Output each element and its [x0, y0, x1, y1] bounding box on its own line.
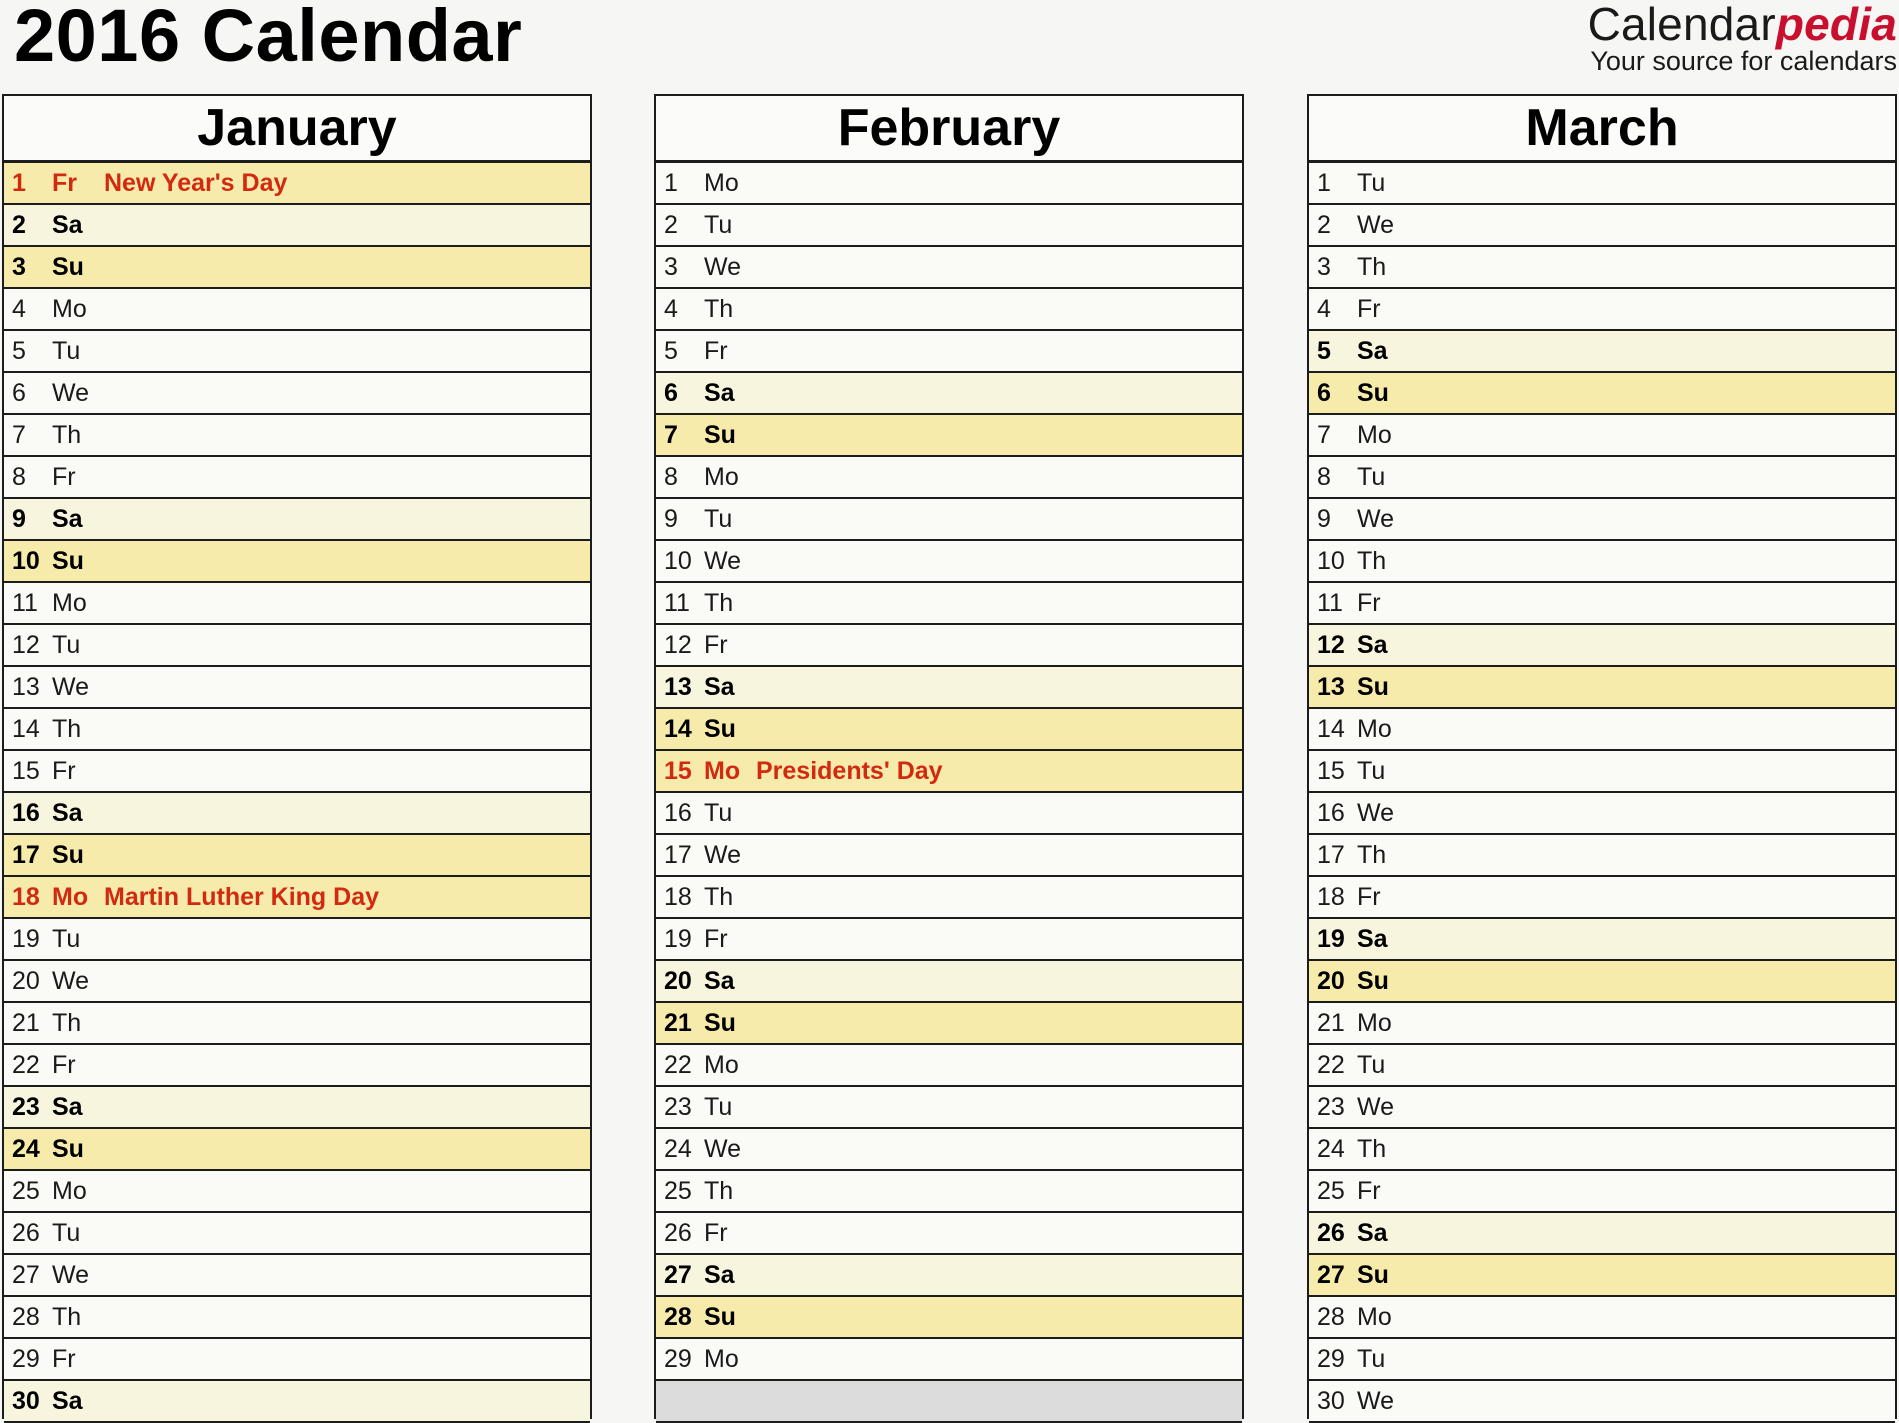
- day-number: 2: [1317, 210, 1331, 239]
- weekday: We: [704, 252, 742, 281]
- day-number: 26: [12, 1218, 40, 1247]
- day-row: [4, 331, 590, 373]
- day-number: 9: [664, 504, 678, 533]
- day-number: 19: [1317, 924, 1345, 953]
- day-row: [4, 751, 590, 793]
- day-number: 23: [12, 1092, 40, 1121]
- weekday: We: [704, 840, 742, 869]
- day-number: 19: [664, 924, 692, 953]
- day-number: 4: [1317, 294, 1331, 323]
- weekday: Tu: [704, 1092, 733, 1121]
- day-row: [1309, 1171, 1895, 1213]
- day-row: [4, 625, 590, 667]
- day-row: [656, 877, 1242, 919]
- day-number: 29: [12, 1344, 40, 1373]
- weekday: Tu: [1357, 1344, 1386, 1373]
- day-row: [4, 583, 590, 625]
- brand-name-part1: Calendar: [1587, 0, 1776, 50]
- day-number: 17: [664, 840, 692, 869]
- day-row: [1309, 415, 1895, 457]
- day-number: 11: [1317, 588, 1343, 617]
- day-row: [656, 373, 1242, 415]
- weekday: Fr: [1357, 882, 1381, 911]
- day-row: [4, 877, 590, 919]
- day-row: [1309, 583, 1895, 625]
- day-row: [1309, 541, 1895, 583]
- day-row: [656, 1297, 1242, 1339]
- weekday: We: [704, 546, 742, 575]
- weekday: Mo: [1357, 420, 1392, 449]
- day-row: [1309, 751, 1895, 793]
- day-number: 29: [664, 1344, 692, 1373]
- day-number: 3: [664, 252, 678, 281]
- weekday: Th: [704, 588, 734, 617]
- day-number: 11: [664, 588, 690, 617]
- day-number: 7: [12, 420, 26, 449]
- day-number: 16: [1317, 798, 1345, 827]
- day-row: [4, 835, 590, 877]
- day-number: 2: [664, 210, 678, 239]
- day-row: [4, 1381, 590, 1423]
- day-number: 27: [1317, 1260, 1345, 1289]
- weekday: Su: [52, 1134, 84, 1163]
- month-panel-march: [1307, 94, 1897, 1419]
- weekday: Mo: [704, 756, 741, 785]
- day-row: [4, 205, 590, 247]
- day-number: 10: [664, 546, 692, 575]
- day-number: 5: [664, 336, 678, 365]
- day-row: [4, 499, 590, 541]
- weekday: Tu: [1357, 1050, 1386, 1079]
- day-number: 20: [12, 966, 40, 995]
- day-row: [656, 163, 1242, 205]
- weekday: Sa: [704, 1260, 735, 1289]
- day-number: 9: [1317, 504, 1331, 533]
- weekday: Mo: [52, 588, 87, 617]
- weekday: Th: [52, 420, 82, 449]
- weekday: Su: [704, 420, 736, 449]
- weekday: Mo: [1357, 1302, 1392, 1331]
- day-number: 15: [664, 756, 692, 785]
- weekday: We: [1357, 798, 1395, 827]
- day-row: [656, 1171, 1242, 1213]
- day-number: 12: [664, 630, 692, 659]
- day-number: 15: [12, 756, 40, 785]
- day-number: 12: [1317, 630, 1345, 659]
- weekday: Fr: [1357, 588, 1381, 617]
- day-row: [4, 919, 590, 961]
- empty-day-row: [656, 1381, 1242, 1423]
- day-row: [4, 667, 590, 709]
- day-number: 15: [1317, 756, 1345, 785]
- day-row: [656, 835, 1242, 877]
- day-row: [1309, 331, 1895, 373]
- day-row: [656, 751, 1242, 793]
- weekday: We: [1357, 504, 1395, 533]
- day-number: 28: [12, 1302, 40, 1331]
- day-number: 10: [12, 546, 40, 575]
- weekday: We: [52, 966, 90, 995]
- day-row: [656, 793, 1242, 835]
- weekday: Mo: [704, 1050, 739, 1079]
- day-row: [4, 373, 590, 415]
- day-number: 18: [664, 882, 692, 911]
- weekday: Mo: [1357, 714, 1392, 743]
- weekday: Tu: [1357, 462, 1386, 491]
- day-row: [656, 331, 1242, 373]
- day-row: [4, 1129, 590, 1171]
- day-number: 14: [12, 714, 40, 743]
- day-number: 13: [12, 672, 40, 701]
- weekday: Sa: [52, 210, 83, 239]
- day-row: [1309, 1045, 1895, 1087]
- day-row: [656, 1255, 1242, 1297]
- month-header: February: [656, 96, 1242, 163]
- day-number: 13: [1317, 672, 1345, 701]
- weekday: Fr: [704, 630, 728, 659]
- weekday: Fr: [1357, 1176, 1381, 1205]
- weekday: Th: [1357, 1134, 1387, 1163]
- weekday: Tu: [704, 798, 733, 827]
- day-number: 4: [664, 294, 678, 323]
- weekday: Tu: [1357, 756, 1386, 785]
- day-row: [1309, 793, 1895, 835]
- day-number: 6: [1317, 378, 1331, 407]
- weekday: Th: [1357, 546, 1387, 575]
- day-number: 8: [1317, 462, 1331, 491]
- day-row: [4, 289, 590, 331]
- day-row: [1309, 1003, 1895, 1045]
- month-header: March: [1309, 96, 1895, 163]
- day-number: 16: [12, 798, 40, 827]
- weekday: Th: [1357, 840, 1387, 869]
- day-number: 13: [664, 672, 692, 701]
- weekday: We: [1357, 1092, 1395, 1121]
- day-list: [1309, 163, 1895, 1423]
- day-number: 18: [12, 882, 40, 911]
- weekday: Fr: [52, 1050, 76, 1079]
- weekday: Mo: [52, 1176, 87, 1205]
- day-row: [1309, 667, 1895, 709]
- day-row: [1309, 961, 1895, 1003]
- weekday: Fr: [704, 924, 728, 953]
- month-panel-february: [654, 94, 1244, 1419]
- day-row: [1309, 835, 1895, 877]
- day-number: 8: [12, 462, 26, 491]
- weekday: Mo: [704, 168, 739, 197]
- day-number: 17: [12, 840, 40, 869]
- day-row: [656, 247, 1242, 289]
- day-number: 14: [664, 714, 692, 743]
- day-number: 26: [1317, 1218, 1345, 1247]
- weekday: Tu: [704, 504, 733, 533]
- weekday: Tu: [704, 210, 733, 239]
- day-number: 30: [12, 1386, 40, 1415]
- weekday: Su: [1357, 1260, 1389, 1289]
- day-number: 23: [664, 1092, 692, 1121]
- day-number: 10: [1317, 546, 1345, 575]
- day-row: [656, 499, 1242, 541]
- day-row: [1309, 289, 1895, 331]
- weekday: Sa: [52, 1092, 83, 1121]
- weekday: Tu: [52, 924, 81, 953]
- day-row: [1309, 625, 1895, 667]
- weekday: Su: [1357, 966, 1389, 995]
- day-row: [1309, 499, 1895, 541]
- day-row: [656, 919, 1242, 961]
- day-row: [656, 457, 1242, 499]
- weekday: We: [52, 1260, 90, 1289]
- weekday: Sa: [704, 966, 735, 995]
- weekday: We: [1357, 1386, 1395, 1415]
- day-row: [4, 793, 590, 835]
- day-number: 9: [12, 504, 26, 533]
- weekday: Fr: [52, 1344, 76, 1373]
- weekday: Sa: [52, 798, 83, 827]
- weekday: Th: [52, 714, 82, 743]
- weekday: Fr: [52, 756, 76, 785]
- page-title: 2016 Calendar: [14, 0, 523, 77]
- day-row: [1309, 373, 1895, 415]
- weekday: Su: [1357, 378, 1389, 407]
- brand-logo[interactable]: [1588, 0, 1897, 74]
- day-number: 24: [12, 1134, 40, 1163]
- day-row: [1309, 1213, 1895, 1255]
- day-number: 27: [664, 1260, 692, 1289]
- day-number: 1: [12, 168, 26, 197]
- day-number: 6: [12, 378, 26, 407]
- day-row: [1309, 247, 1895, 289]
- day-row: [1309, 163, 1895, 205]
- day-row: [4, 1339, 590, 1381]
- day-number: 12: [12, 630, 40, 659]
- day-number: 24: [1317, 1134, 1345, 1163]
- day-number: 3: [1317, 252, 1331, 281]
- weekday: Sa: [704, 378, 735, 407]
- day-number: 30: [1317, 1386, 1345, 1415]
- weekday: Fr: [1357, 294, 1381, 323]
- day-number: 5: [12, 336, 26, 365]
- day-number: 28: [1317, 1302, 1345, 1331]
- weekday: Sa: [1357, 924, 1388, 953]
- weekday: Sa: [1357, 336, 1388, 365]
- day-number: 25: [1317, 1176, 1345, 1205]
- month-header: January: [4, 96, 590, 163]
- day-row: [656, 541, 1242, 583]
- day-number: 6: [664, 378, 678, 407]
- weekday: Mo: [52, 294, 87, 323]
- weekday: Fr: [52, 168, 77, 197]
- weekday: We: [52, 378, 90, 407]
- day-row: [656, 961, 1242, 1003]
- holiday-label: New Year's Day: [104, 168, 288, 197]
- day-row: [656, 1339, 1242, 1381]
- month-panel-january: [2, 94, 592, 1419]
- day-row: [656, 625, 1242, 667]
- day-number: 24: [664, 1134, 692, 1163]
- day-number: 1: [1317, 168, 1331, 197]
- weekday: Th: [52, 1302, 82, 1331]
- day-number: 25: [12, 1176, 40, 1205]
- day-number: 4: [12, 294, 26, 323]
- day-list: [4, 163, 590, 1423]
- day-number: 22: [12, 1050, 40, 1079]
- weekday: Tu: [52, 336, 81, 365]
- day-row: [656, 667, 1242, 709]
- day-row: [4, 457, 590, 499]
- day-row: [656, 1003, 1242, 1045]
- day-number: 14: [1317, 714, 1345, 743]
- day-number: 21: [12, 1008, 40, 1037]
- day-row: [1309, 919, 1895, 961]
- day-number: 27: [12, 1260, 40, 1289]
- day-row: [4, 709, 590, 751]
- day-row: [1309, 1297, 1895, 1339]
- day-row: [1309, 1255, 1895, 1297]
- day-row: [4, 1003, 590, 1045]
- day-row: [656, 1213, 1242, 1255]
- day-number: 5: [1317, 336, 1331, 365]
- holiday-label: Presidents' Day: [756, 756, 943, 785]
- day-row: [656, 289, 1242, 331]
- weekday: Sa: [52, 504, 83, 533]
- weekday: We: [52, 672, 90, 701]
- day-row: [4, 247, 590, 289]
- weekday: Fr: [704, 336, 728, 365]
- weekday: Fr: [52, 462, 76, 491]
- weekday: Mo: [704, 462, 739, 491]
- day-row: [4, 541, 590, 583]
- day-number: 16: [664, 798, 692, 827]
- day-number: 3: [12, 252, 26, 281]
- day-row: [4, 1255, 590, 1297]
- weekday: Fr: [704, 1218, 728, 1247]
- weekday: Th: [704, 294, 734, 323]
- day-row: [656, 415, 1242, 457]
- weekday: Tu: [1357, 168, 1386, 197]
- day-row: [4, 415, 590, 457]
- day-row: [656, 205, 1242, 247]
- day-number: 1: [664, 168, 678, 197]
- weekday: Mo: [704, 1344, 739, 1373]
- day-number: 18: [1317, 882, 1345, 911]
- day-row: [1309, 457, 1895, 499]
- day-number: 23: [1317, 1092, 1345, 1121]
- day-number: 29: [1317, 1344, 1345, 1373]
- day-row: [1309, 1339, 1895, 1381]
- brand-tagline: Your source for calendars: [1590, 46, 1897, 76]
- brand-name-part2: pedia: [1775, 0, 1897, 50]
- day-row: [4, 1087, 590, 1129]
- weekday: Su: [704, 714, 736, 743]
- weekday: Mo: [1357, 1008, 1392, 1037]
- day-number: 20: [664, 966, 692, 995]
- weekday: Su: [52, 252, 84, 281]
- day-row: [656, 583, 1242, 625]
- day-number: 19: [12, 924, 40, 953]
- day-row: [1309, 205, 1895, 247]
- day-number: 28: [664, 1302, 692, 1331]
- weekday: Th: [704, 882, 734, 911]
- day-number: 7: [664, 420, 678, 449]
- weekday: Su: [704, 1302, 736, 1331]
- day-row: [656, 1087, 1242, 1129]
- day-row: [1309, 709, 1895, 751]
- weekday: Th: [1357, 252, 1387, 281]
- day-number: 8: [664, 462, 678, 491]
- weekday: Sa: [704, 672, 735, 701]
- day-number: 20: [1317, 966, 1345, 995]
- day-row: [4, 1297, 590, 1339]
- day-row: [1309, 1087, 1895, 1129]
- weekday: Su: [1357, 672, 1389, 701]
- weekday: Sa: [1357, 630, 1388, 659]
- weekday: Th: [704, 1176, 734, 1205]
- day-number: 21: [1317, 1008, 1345, 1037]
- weekday: We: [1357, 210, 1395, 239]
- weekday: Tu: [52, 1218, 81, 1247]
- weekday: Tu: [52, 630, 81, 659]
- day-number: 7: [1317, 420, 1331, 449]
- day-row: [1309, 877, 1895, 919]
- day-row: [656, 709, 1242, 751]
- day-number: 22: [1317, 1050, 1345, 1079]
- day-row: [656, 1129, 1242, 1171]
- weekday: Th: [52, 1008, 82, 1037]
- weekday: We: [704, 1134, 742, 1163]
- weekday: Sa: [1357, 1218, 1388, 1247]
- day-row: [656, 1045, 1242, 1087]
- day-number: 26: [664, 1218, 692, 1247]
- weekday: Su: [52, 840, 84, 869]
- day-row: [4, 1213, 590, 1255]
- day-number: 17: [1317, 840, 1345, 869]
- day-number: 25: [664, 1176, 692, 1205]
- day-number: 11: [12, 588, 38, 617]
- day-row: [4, 961, 590, 1003]
- day-row: [4, 163, 590, 205]
- day-row: [4, 1045, 590, 1087]
- brand-name: [1588, 0, 1897, 50]
- weekday: Sa: [52, 1386, 83, 1415]
- day-number: 21: [664, 1008, 692, 1037]
- day-number: 2: [12, 210, 26, 239]
- weekday: Mo: [52, 882, 89, 911]
- holiday-label: Martin Luther King Day: [104, 882, 380, 911]
- weekday: Su: [52, 546, 84, 575]
- day-list: [656, 163, 1242, 1423]
- day-row: [1309, 1381, 1895, 1423]
- day-row: [1309, 1129, 1895, 1171]
- day-number: 22: [664, 1050, 692, 1079]
- day-row: [4, 1171, 590, 1213]
- weekday: Su: [704, 1008, 736, 1037]
